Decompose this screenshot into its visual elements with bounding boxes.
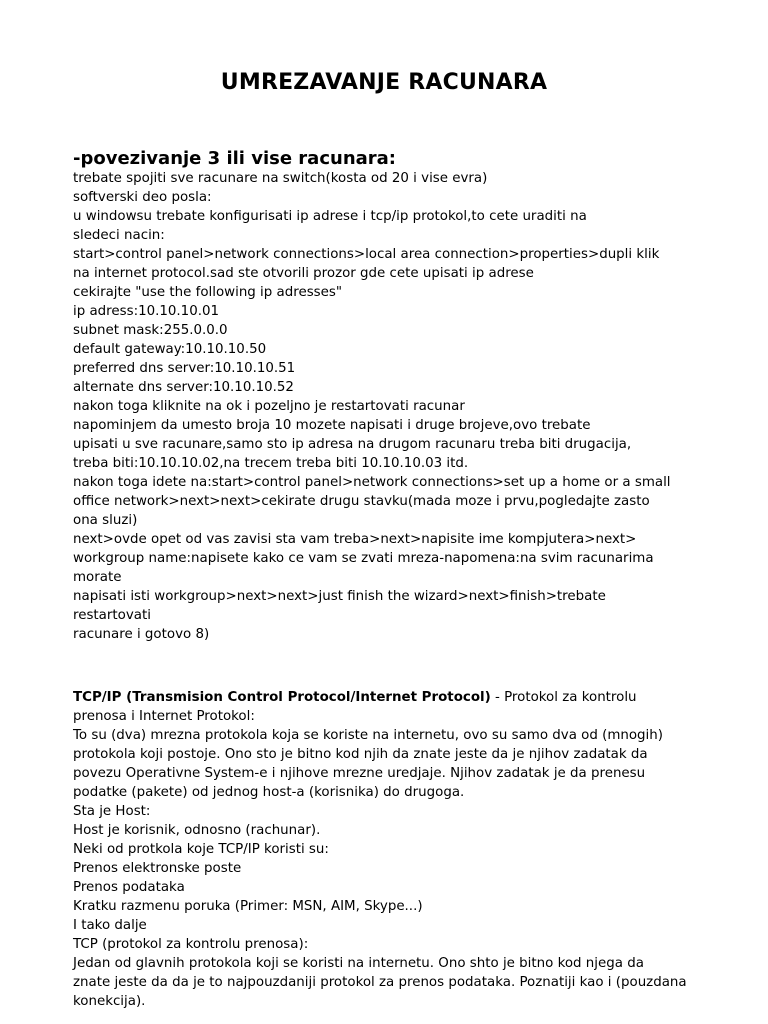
text-line: znate jeste da da je to najpouzdaniji protokol za prenos podataka. Poznatiji kao i (pouzdana xyxy=(73,975,687,990)
text-line: Jedan od glavnih protokola koji se koristi na internetu. Ono shto je bitno kod njega da xyxy=(73,956,644,971)
text-line: I tako dalje xyxy=(73,918,147,933)
text-line: ona sluzi) xyxy=(73,513,138,528)
text-line: softverski deo posla: xyxy=(73,190,212,205)
text-line: preferred dns server:10.10.10.51 xyxy=(73,361,296,376)
text-line: racunare i gotovo 8) xyxy=(73,627,210,642)
text-line: protokola koji postoje. Ono sto je bitno kod njih da znate jeste da je njihov zadatak da xyxy=(73,747,648,762)
text-line: povezu Operativne System-e i njihove mrezne uredjaje. Njihov zadatak je da prenesu xyxy=(73,766,646,781)
text-line: konekcija). xyxy=(73,994,146,1009)
text-line: sledeci nacin: xyxy=(73,228,165,243)
text-line: workgroup name:napisete kako ce vam se zvati mreza-napomena:na svim racunarima xyxy=(73,551,654,566)
text-line: To su (dva) mrezna protokola koja se koriste na internetu, ovo su samo dva od (mnogih) xyxy=(73,728,663,743)
text-line: ip adress:10.10.10.01 xyxy=(73,304,220,319)
text-line: nakon toga kliknite na ok i pozeljno je restartovati racunar xyxy=(73,399,465,414)
text-line: napominjem da umesto broja 10 mozete napisati i druge brojeve,ovo trebate xyxy=(73,418,591,433)
text-line: morate xyxy=(73,570,122,585)
text-line: Kratku razmenu poruka (Primer: MSN, AIM, Skype...) xyxy=(73,899,423,914)
text-line: trebate spojiti sve racunare na switch(kosta od 20 i vise evra) xyxy=(73,171,488,186)
text-line: Prenos podataka xyxy=(73,880,185,895)
section-heading: -povezivanje 3 ili vise racunara: xyxy=(73,148,396,169)
text-line: Prenos elektronske poste xyxy=(73,861,242,876)
text-line: TCP (protokol za kontrolu prenosa): xyxy=(73,937,309,952)
text-line: Neki od protkola koje TCP/IP koristi su: xyxy=(73,842,329,857)
text-line: treba biti:10.10.10.02,na trecem treba biti 10.10.10.03 itd. xyxy=(73,456,469,471)
section2-heading-line xyxy=(73,688,713,707)
text-line: nakon toga idete na:start>control panel>network connections>set up a home or a small xyxy=(73,475,671,490)
text-line: podatke (pakete) od jednog host-a (korisnika) do drugoga. xyxy=(73,785,465,800)
text-line: u windowsu trebate konfigurisati ip adrese i tcp/ip protokol,to cete uraditi na xyxy=(73,209,587,224)
text-line: Sta je Host: xyxy=(73,804,151,819)
section1-body xyxy=(73,169,713,644)
tcpip-heading-rest: - Protokol za kontrolu xyxy=(490,690,637,705)
text-line: alternate dns server:10.10.10.52 xyxy=(73,380,294,395)
text-line: Host je korisnik, odnosno (rachunar). xyxy=(73,823,321,838)
text-line: restartovati xyxy=(73,608,151,623)
text-line: napisati isti workgroup>next>next>just finish the wizard>next>finish>trebate xyxy=(73,589,606,604)
text-line: start>control panel>network connections>local area connection>properties>dupli klik xyxy=(73,247,660,262)
document-title: UMREZAVANJE RACUNARA xyxy=(220,70,548,95)
text-line: default gateway:10.10.10.50 xyxy=(73,342,267,357)
text-line: cekirajte "use the following ip adresses" xyxy=(73,285,343,300)
text-line: na internet protocol.sad ste otvorili prozor gde cete upisati ip adrese xyxy=(73,266,534,281)
text-line: prenosa i Internet Protokol: xyxy=(73,709,255,724)
section2-body xyxy=(73,688,713,1011)
text-line: office network>next>next>cekirate drugu stavku(mada moze i prvu,pogledajte zasto xyxy=(73,494,650,509)
text-line: subnet mask:255.0.0.0 xyxy=(73,323,228,338)
tcpip-bold-heading: TCP/IP (Transmision Control Protocol/Internet Protocol) xyxy=(73,690,491,705)
text-line: upisati u sve racunare,samo sto ip adresa na drugom racunaru treba biti drugacija, xyxy=(73,437,632,452)
text-line: next>ovde opet od vas zavisi sta vam treba>next>napisite ime kompjutera>next> xyxy=(73,532,637,547)
